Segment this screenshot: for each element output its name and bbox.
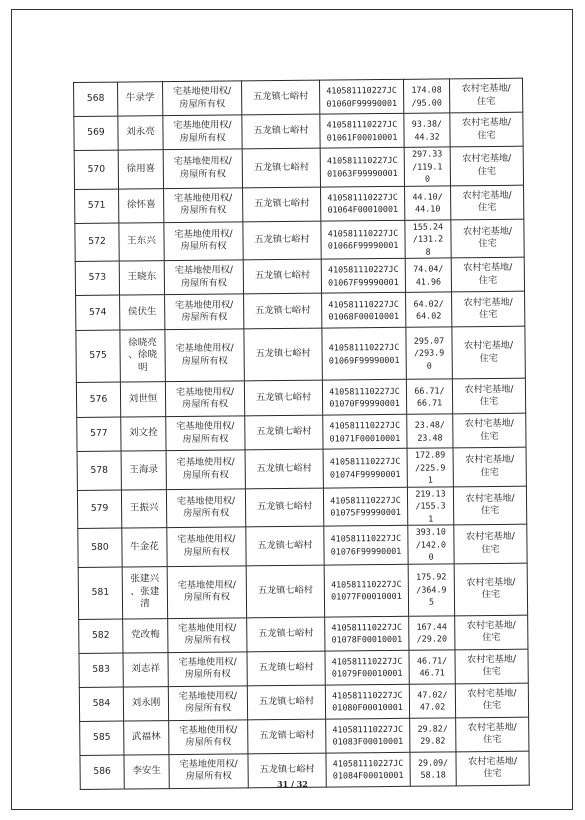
right-type-cell: 宅基地使用权/ 房屋所有权: [167, 565, 246, 618]
right-type-cell: 宅基地使用权/ 房屋所有权: [163, 149, 242, 188]
owner-name-cell: 王东兴: [119, 222, 164, 261]
usage-cell: 农村宅基地/ 住宅: [454, 524, 527, 563]
unit-code-cell: 410581110227JC 01074F99990001: [323, 448, 407, 487]
record-number-cell: 582: [79, 619, 123, 653]
record-number-cell: 586: [80, 755, 124, 789]
table-row: [76, 326, 525, 382]
owner-name-cell: 王海录: [121, 451, 166, 490]
record-number-cell: 583: [79, 653, 123, 687]
usage-cell: 农村宅基地/ 住宅: [450, 112, 523, 147]
record-number-cell: 578: [77, 451, 121, 490]
owner-name-cell: 张建兴 、张建 清: [122, 566, 167, 618]
unit-code-cell: 410581110227JC 01083F00010001: [326, 718, 410, 753]
table-row: [75, 257, 524, 295]
owner-name-cell: 徐怀喜: [119, 188, 164, 222]
owner-name-cell: 刘文拴: [121, 417, 166, 451]
area-cell: 66.71/ 66.71: [406, 379, 452, 414]
right-type-cell: 宅基地使用权/ 房屋所有权: [165, 294, 244, 330]
area-cell: 393.10 /142.0 0: [408, 525, 454, 564]
property-rights-table: [73, 78, 530, 790]
area-cell: 46.71/ 46.71: [409, 649, 455, 683]
location-cell: 五龙镇七峪村: [243, 187, 321, 222]
owner-name-cell: 徐晓亮 、徐晓 明: [120, 330, 165, 382]
table-row: [77, 486, 526, 529]
right-type-cell: 宅基地使用权/ 房屋所有权: [165, 329, 244, 382]
unit-code-cell: 410581110227JC 01063F99990001: [320, 147, 404, 186]
record-number-cell: 568: [74, 82, 118, 116]
unit-code-cell: 410581110227JC 01078F00010001: [325, 616, 409, 651]
area-cell: 29.09/ 58.18: [410, 751, 456, 785]
unit-code-cell: 410581110227JC 01077F00010001: [324, 564, 408, 617]
right-type-cell: 宅基地使用权/ 房屋所有权: [169, 719, 248, 754]
usage-cell: 农村宅基地/ 住宅: [450, 146, 523, 185]
table-row: [79, 615, 528, 653]
owner-name-cell: 王振兴: [121, 489, 166, 528]
record-number-cell: 584: [79, 687, 123, 721]
usage-cell: 农村宅基地/ 住宅: [454, 563, 527, 616]
record-number-cell: 581: [78, 567, 122, 619]
area-cell: 297.33 /119.1 0: [404, 147, 450, 186]
unit-code-cell: 410581110227JC 01069F99990001: [322, 327, 406, 380]
record-number-cell: 579: [77, 490, 121, 529]
right-type-cell: 宅基地使用权/ 房屋所有权: [164, 221, 243, 260]
table-row: [74, 112, 523, 150]
area-cell: 23.48/ 23.48: [407, 414, 453, 448]
table-row: [80, 717, 529, 755]
usage-cell: 农村宅基地/ 住宅: [453, 413, 526, 448]
unit-code-cell: 410581110227JC 01060F99990001: [319, 79, 403, 114]
record-number-cell: 577: [77, 417, 121, 451]
right-type-cell: 宅基地使用权/ 房屋所有权: [168, 685, 247, 720]
area-cell: 172.89 /225.9 1: [407, 448, 453, 487]
unit-code-cell: 410581110227JC 01070F99990001: [322, 379, 406, 415]
usage-cell: 农村宅基地/ 住宅: [452, 326, 525, 379]
location-cell: 五龙镇七峪村: [244, 328, 322, 381]
unit-code-cell: 410581110227JC 01066F99990001: [321, 220, 405, 259]
right-type-cell: 宅基地使用权/ 房屋所有权: [169, 753, 248, 788]
usage-cell: 农村宅基地/ 住宅: [452, 378, 525, 414]
usage-cell: 农村宅基地/ 住宅: [451, 219, 524, 258]
owner-name-cell: 徐用喜: [118, 150, 163, 189]
record-number-cell: 574: [76, 295, 120, 330]
record-number-cell: 570: [74, 150, 118, 189]
record-number-cell: 580: [78, 528, 122, 567]
location-cell: 五龙镇七峪村: [242, 148, 320, 187]
table-row: [79, 649, 528, 687]
area-cell: 219.13 /155.3 1: [407, 486, 453, 525]
area-cell: 47.02/ 47.02: [409, 683, 455, 717]
record-number-cell: 575: [76, 330, 120, 382]
location-cell: 五龙镇七峪村: [247, 651, 325, 686]
usage-cell: 农村宅基地/ 住宅: [455, 649, 528, 684]
location-cell: 五龙镇七峪村: [247, 685, 325, 720]
page-number: 31 / 32: [277, 779, 308, 789]
right-type-cell: 宅基地使用权/ 房屋所有权: [168, 617, 247, 652]
record-number-cell: 576: [76, 382, 120, 417]
owner-name-cell: 王晓东: [119, 261, 164, 295]
location-cell: 五龙镇七峪村: [248, 719, 326, 754]
usage-cell: 农村宅基地/ 住宅: [456, 717, 529, 752]
right-type-cell: 宅基地使用权/ 房屋所有权: [166, 488, 245, 527]
usage-cell: 农村宅基地/ 住宅: [452, 291, 525, 327]
unit-code-cell: 410581110227JC 01068F00010001: [322, 292, 406, 328]
right-type-cell: 宅基地使用权/ 房屋所有权: [165, 381, 244, 417]
usage-cell: 农村宅基地/ 住宅: [453, 486, 526, 525]
unit-code-cell: 410581110227JC 01064F00010001: [321, 186, 405, 221]
unit-code-cell: 410581110227JC 01075F99990001: [323, 487, 407, 526]
unit-code-cell: 410581110227JC 01076F99990001: [324, 525, 408, 564]
record-number-cell: 572: [75, 223, 119, 262]
area-cell: 29.82/ 29.82: [410, 717, 456, 751]
area-cell: 174.08 /95.00: [403, 79, 449, 113]
right-type-cell: 宅基地使用权/ 房屋所有权: [166, 416, 245, 451]
right-type-cell: 宅基地使用权/ 房屋所有权: [163, 81, 242, 116]
table-row: [78, 563, 527, 619]
location-cell: 五龙镇七峪村: [245, 415, 323, 450]
location-cell: 五龙镇七峪村: [248, 753, 326, 788]
table-row: [76, 291, 525, 330]
location-cell: 五龙镇七峪村: [245, 488, 323, 527]
owner-name-cell: 刘志祥: [123, 652, 168, 686]
location-cell: 五龙镇七峪村: [243, 259, 321, 294]
usage-cell: 农村宅基地/ 住宅: [455, 683, 528, 718]
table-row: [74, 78, 523, 116]
area-cell: 155.24 /131.2 8: [405, 219, 451, 258]
owner-name-cell: 刘永刚: [123, 686, 168, 720]
area-cell: 295.07 /293.9 0: [406, 327, 452, 379]
location-cell: 五龙镇七峪村: [241, 80, 319, 115]
owner-name-cell: 牛金花: [122, 528, 167, 567]
table-row: [77, 413, 526, 451]
area-cell: 167.44 /29.20: [409, 615, 455, 649]
table-row: [74, 146, 523, 189]
right-type-cell: 宅基地使用权/ 房屋所有权: [168, 651, 247, 686]
right-type-cell: 宅基地使用权/ 房屋所有权: [163, 115, 242, 150]
location-cell: 五龙镇七峪村: [246, 565, 324, 618]
table-row: [76, 378, 525, 417]
area-cell: 44.10/ 44.10: [405, 185, 451, 219]
record-number-cell: 571: [75, 189, 119, 223]
location-cell: 五龙镇七峪村: [244, 293, 322, 329]
record-number-cell: 585: [80, 721, 124, 755]
owner-name-cell: 李安生: [124, 754, 169, 788]
unit-code-cell: 410581110227JC 01084F00010001: [326, 752, 410, 787]
right-type-cell: 宅基地使用权/ 房屋所有权: [167, 527, 246, 566]
table-row: [75, 185, 524, 223]
location-cell: 五龙镇七峪村: [245, 449, 323, 488]
record-number-cell: 569: [74, 116, 118, 150]
usage-cell: 农村宅基地/ 住宅: [453, 447, 526, 486]
owner-name-cell: 刘永亮: [118, 116, 163, 150]
unit-code-cell: 410581110227JC 01067F99990001: [321, 258, 405, 293]
location-cell: 五龙镇七峪村: [243, 221, 321, 260]
right-type-cell: 宅基地使用权/ 房屋所有权: [164, 187, 243, 222]
unit-code-cell: 410581110227JC 01080F00010001: [325, 684, 409, 719]
location-cell: 五龙镇七峪村: [244, 380, 322, 416]
right-type-cell: 宅基地使用权/ 房屋所有权: [164, 260, 243, 295]
usage-cell: 农村宅基地/ 住宅: [456, 751, 529, 786]
unit-code-cell: 410581110227JC 01061F00010001: [320, 113, 404, 148]
owner-name-cell: 刘世恒: [120, 382, 165, 417]
owner-name-cell: 党改梅: [123, 618, 168, 652]
table-row: [75, 219, 524, 262]
area-cell: 93.38/ 44.32: [404, 113, 450, 147]
table-row: [78, 524, 527, 567]
owner-name-cell: 牛录学: [118, 82, 163, 116]
location-cell: 五龙镇七峪村: [246, 526, 324, 565]
unit-code-cell: 410581110227JC 01071F00010001: [323, 414, 407, 449]
table-row: [79, 683, 528, 721]
usage-cell: 农村宅基地/ 住宅: [449, 78, 522, 113]
table-row: [77, 447, 526, 490]
right-type-cell: 宅基地使用权/ 房屋所有权: [166, 450, 245, 489]
usage-cell: 农村宅基地/ 住宅: [455, 615, 528, 650]
usage-cell: 农村宅基地/ 住宅: [451, 185, 524, 220]
unit-code-cell: 410581110227JC 01079F00010001: [325, 650, 409, 685]
record-table-wrapper: [73, 78, 529, 790]
area-cell: 74.04/ 41.96: [405, 258, 451, 292]
record-number-cell: 573: [75, 261, 119, 295]
owner-name-cell: 侯伏生: [120, 295, 165, 330]
owner-name-cell: 武福林: [124, 720, 169, 754]
usage-cell: 农村宅基地/ 住宅: [451, 257, 524, 292]
table-body: [74, 78, 530, 789]
area-cell: 64.02/ 64.02: [406, 292, 452, 327]
location-cell: 五龙镇七峪村: [242, 114, 320, 149]
area-cell: 175.92 /364.9 5: [408, 563, 454, 615]
location-cell: 五龙镇七峪村: [247, 617, 325, 652]
